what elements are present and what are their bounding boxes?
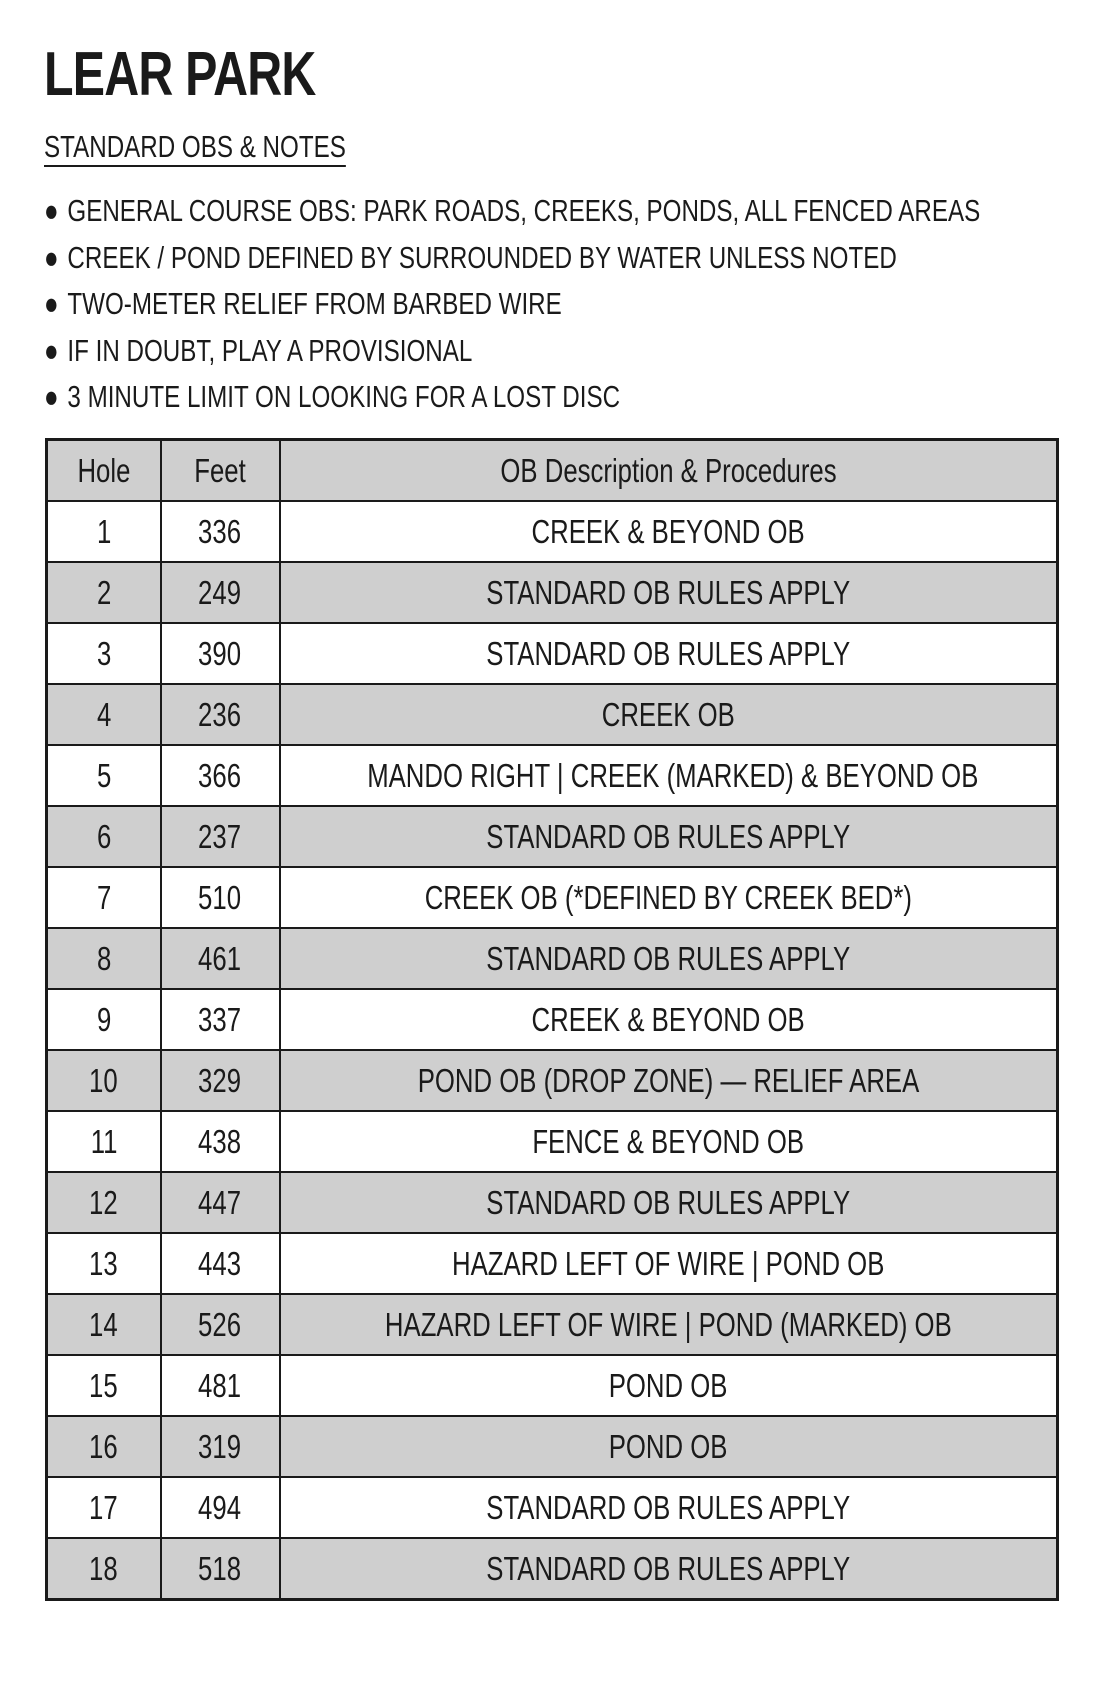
cell-feet: 337 — [161, 989, 280, 1050]
cell-description: CREEK OB — [280, 684, 1058, 745]
bullet-icon: ● — [44, 286, 59, 321]
cell-hole: 13 — [47, 1233, 161, 1294]
cell-hole: 4 — [47, 684, 161, 745]
table-row — [47, 684, 1058, 745]
cell-description: STANDARD OB RULES APPLY — [280, 806, 1058, 867]
bullet-icon: ● — [44, 239, 59, 275]
cell-hole: 2 — [47, 562, 161, 623]
table-row — [47, 867, 1058, 928]
note-text: IF IN DOUBT, PLAY A PROVISIONAL — [67, 332, 473, 368]
note-item — [44, 281, 980, 328]
cell-hole: 9 — [47, 989, 161, 1050]
cell-description: CREEK & BEYOND OB — [280, 501, 1058, 562]
note-text: 3 MINUTE LIMIT ON LOOKING FOR A LOST DISC — [67, 379, 621, 414]
cell-description: STANDARD OB RULES APPLY — [280, 928, 1058, 989]
cell-description: POND OB (DROP ZONE) — RELIEF AREA — [280, 1050, 1058, 1111]
header-description: OB Description & Procedures — [280, 440, 1058, 502]
table-row — [47, 1172, 1058, 1233]
cell-feet: 443 — [161, 1233, 280, 1294]
notes-list — [44, 188, 1103, 421]
table-body — [47, 501, 1058, 1600]
cell-feet: 390 — [161, 623, 280, 684]
cell-description: STANDARD OB RULES APPLY — [280, 562, 1058, 623]
note-text: CREEK / POND DEFINED BY SURROUNDED BY WATER UNLESS NOTED — [67, 239, 897, 275]
bullet-icon: ● — [44, 332, 59, 368]
cell-description: STANDARD OB RULES APPLY — [280, 623, 1058, 684]
section-heading: STANDARD OBS & NOTES — [44, 130, 346, 167]
table-row — [47, 1111, 1058, 1172]
note-item — [44, 328, 980, 375]
note-item — [44, 374, 980, 421]
cell-description: FENCE & BEYOND OB — [280, 1111, 1058, 1172]
table-row — [47, 806, 1058, 867]
cell-hole: 10 — [47, 1050, 161, 1111]
cell-feet: 319 — [161, 1416, 280, 1477]
cell-feet: 329 — [161, 1050, 280, 1111]
table-row — [47, 989, 1058, 1050]
cell-feet: 518 — [161, 1538, 280, 1600]
cell-feet: 447 — [161, 1172, 280, 1233]
cell-hole: 18 — [47, 1538, 161, 1600]
header-feet: Feet — [161, 440, 280, 502]
table-row — [47, 1050, 1058, 1111]
cell-feet: 366 — [161, 745, 280, 806]
cell-hole: 15 — [47, 1355, 161, 1416]
cell-hole: 12 — [47, 1172, 161, 1233]
table-row — [47, 1294, 1058, 1355]
cell-hole: 14 — [47, 1294, 161, 1355]
header-hole: Hole — [47, 440, 161, 502]
cell-description: CREEK & BEYOND OB — [280, 989, 1058, 1050]
cell-hole: 5 — [47, 745, 161, 806]
cell-description: HAZARD LEFT OF WIRE | POND (MARKED) OB — [280, 1294, 1058, 1355]
cell-description: HAZARD LEFT OF WIRE | POND OB — [280, 1233, 1058, 1294]
cell-description: POND OB — [280, 1416, 1058, 1477]
note-item — [44, 188, 980, 235]
table-row — [47, 501, 1058, 562]
cell-hole: 6 — [47, 806, 161, 867]
cell-feet: 249 — [161, 562, 280, 623]
cell-feet: 438 — [161, 1111, 280, 1172]
cell-hole: 11 — [47, 1111, 161, 1172]
table-row — [47, 1416, 1058, 1477]
bullet-icon: ● — [44, 379, 59, 414]
cell-description: POND OB — [280, 1355, 1058, 1416]
cell-feet: 336 — [161, 501, 280, 562]
cell-feet: 236 — [161, 684, 280, 745]
cell-hole: 7 — [47, 867, 161, 928]
cell-hole: 17 — [47, 1477, 161, 1538]
cell-description: STANDARD OB RULES APPLY — [280, 1172, 1058, 1233]
cell-feet: 481 — [161, 1355, 280, 1416]
cell-feet: 461 — [161, 928, 280, 989]
note-item — [44, 235, 980, 282]
table-row — [47, 1233, 1058, 1294]
cell-hole: 1 — [47, 501, 161, 562]
cell-description: STANDARD OB RULES APPLY — [280, 1538, 1058, 1600]
table-row — [47, 1477, 1058, 1538]
cell-description: MANDO RIGHT | CREEK (MARKED) & BEYOND OB — [280, 745, 1058, 806]
cell-hole: 3 — [47, 623, 161, 684]
table-row — [47, 1538, 1058, 1600]
note-text: TWO-METER RELIEF FROM BARBED WIRE — [67, 286, 562, 321]
table-row — [47, 745, 1058, 806]
cell-feet: 494 — [161, 1477, 280, 1538]
cell-feet: 510 — [161, 867, 280, 928]
table-header-row — [47, 440, 1058, 502]
cell-hole: 16 — [47, 1416, 161, 1477]
table-row — [47, 623, 1058, 684]
cell-feet: 237 — [161, 806, 280, 867]
table-row — [47, 1355, 1058, 1416]
page-title: LEAR PARK — [44, 40, 316, 109]
ob-table — [45, 438, 1059, 1601]
cell-description: CREEK OB (*DEFINED BY CREEK BED*) — [280, 867, 1058, 928]
note-text: GENERAL COURSE OBS: PARK ROADS, CREEKS, PONDS, ALL FENCED AREAS — [67, 193, 981, 228]
cell-description: STANDARD OB RULES APPLY — [280, 1477, 1058, 1538]
table-row — [47, 928, 1058, 989]
table-row — [47, 562, 1058, 623]
cell-hole: 8 — [47, 928, 161, 989]
cell-feet: 526 — [161, 1294, 280, 1355]
bullet-icon: ● — [44, 193, 59, 228]
